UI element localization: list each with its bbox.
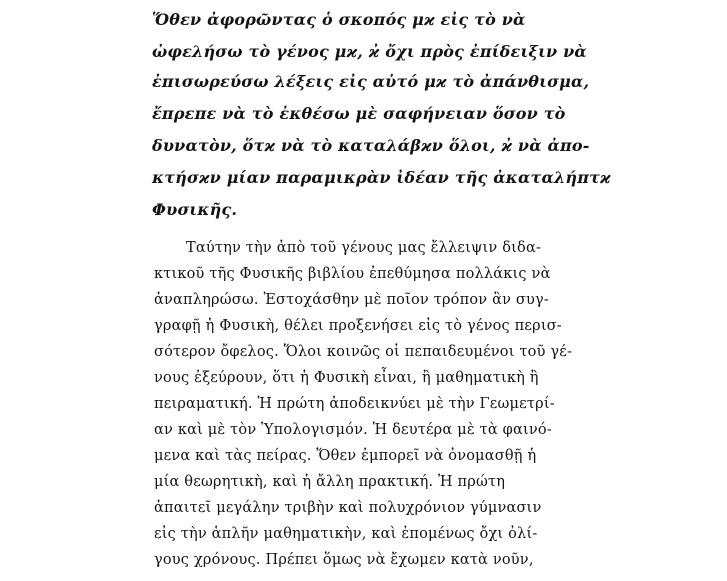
italic-line: ἔπρεπε νὰ τὸ ἐκθέσω μὲ σαφήνειαν ὅσον τὸ	[152, 104, 566, 123]
italic-line: ἐπισωρεύσω λέξεις εἰς αὐτό μϰ τὸ ἀπάνθισμα,	[152, 72, 590, 91]
italic-line: κτήσϰν μίαν παραμικρὰν ἰδέαν τῆς ἀκαταλήπτϰ	[152, 168, 611, 187]
roman-line: πειραματική. Ἡ πρώτη ἀποδεικνύει μὲ τὴν Γεωμετρί-	[154, 396, 555, 412]
italic-line: ὠφελήσω τὸ γένος μϰ, ϰ̓ ὄχι πρὸς ἐπίδειξιν νὰ	[152, 42, 587, 61]
roman-line: γραφῇ ἡ Φυσικὴ, θέλει προξενήσει εἰς τὸ γένος περισ-	[154, 318, 562, 334]
roman-line: ἀναπληρώσω. Ἐστοχάσθην μὲ ποῖον τρόπον ἂν συγ-	[154, 292, 549, 308]
roman-line: ἀπαιτεῖ μεγάλην τριβὴν καὶ πολυχρόνιον γύμνασιν	[154, 500, 542, 516]
italic-line: Φυσικῆς.	[152, 200, 238, 219]
italic-line: δυνατὸν, ὅτϰ νὰ τὸ καταλάβϰν ὅλοι, ϰ̓ νὰ ἀπο-	[152, 136, 590, 155]
italic-line: Ὅθεν ἀφορῶντας ὁ σκοπός μϰ εἰς τὸ νὰ	[152, 10, 526, 29]
roman-line: Ταύτην τὴν ἀπὸ τοῦ γένους μας ἔλλειψιν διδα-	[186, 240, 542, 256]
roman-line: μενα καὶ τὰς πείρας. Ὅθεν ἐμπορεῖ νὰ ὀνομασθῇ ἡ	[154, 448, 537, 464]
roman-line: εἰς τὴν ἁπλῆν μαθηματικὴν, καὶ ἐπομένως ὄχι ὀλί-	[154, 526, 538, 542]
roman-line: μία θεωρητικὴ, καὶ ἡ ἄλλη πρακτική. Ἡ πρώτη	[154, 474, 506, 490]
roman-line: γους χρόνους. Πρέπει ὅμως νὰ ἔχωμεν κατὰ νοῦν,	[154, 552, 534, 568]
roman-line: αν καὶ μὲ τὸν Ὑπολογισμόν. Ἡ δευτέρα μὲ τὰ φαινό-	[154, 422, 552, 438]
roman-line: κτικοῦ τῆς Φυσικῆς βιβλίου ἐπεθύμησα πολλάκις νὰ	[154, 266, 551, 282]
roman-line: σότερον ὄφελος. Ὅλοι κοινῶς οἱ πεπαιδευμένοι τοῦ γέ-	[154, 344, 573, 360]
roman-line: νους ἐξεύρουν, ὅτι ἡ Φυσικὴ εἶναι, ἢ μαθηματικὴ ἢ	[154, 370, 539, 386]
